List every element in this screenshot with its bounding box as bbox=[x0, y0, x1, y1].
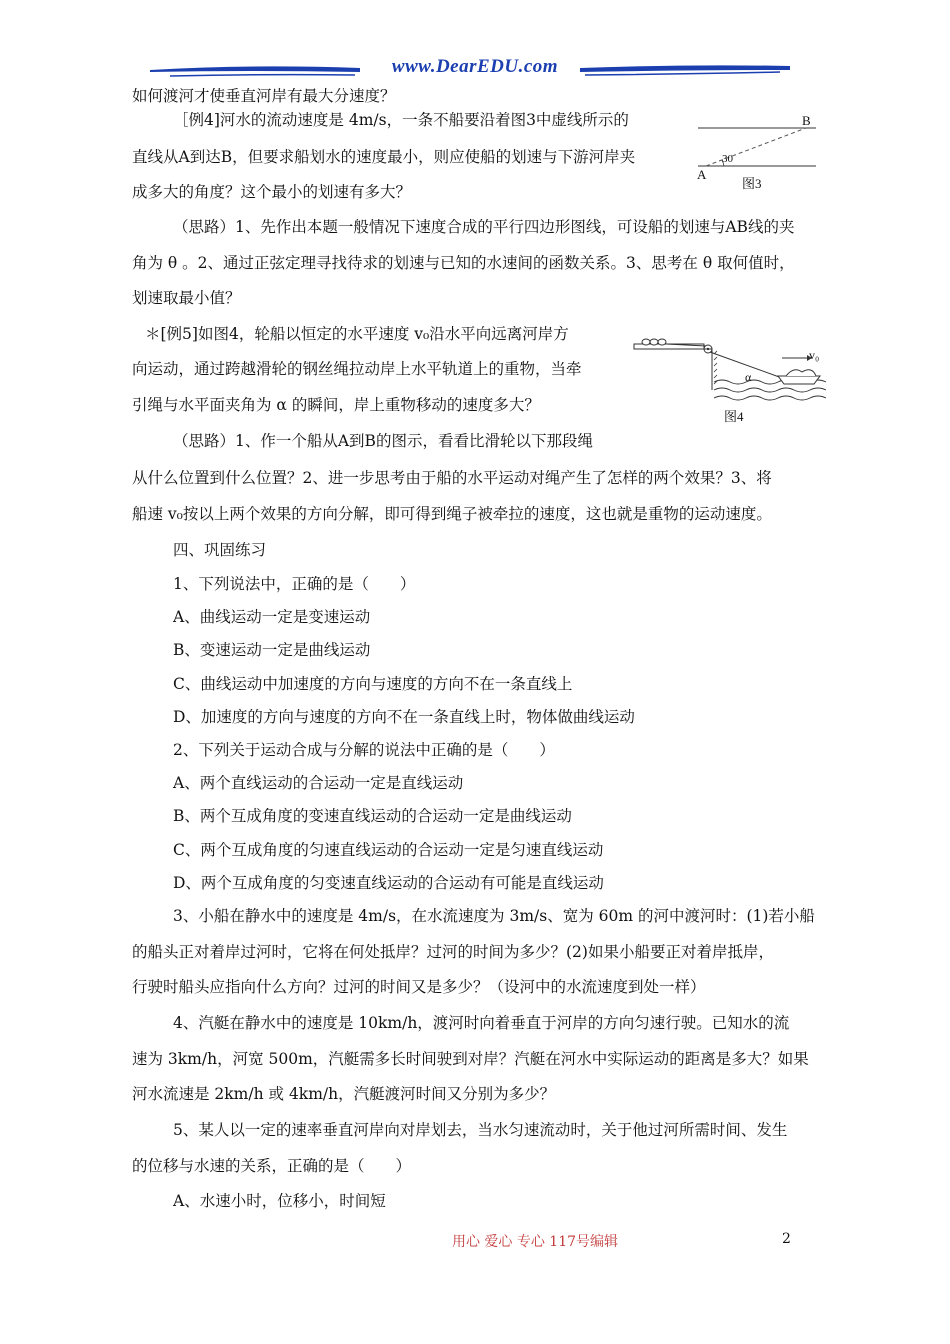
figure-3-angle: 30 bbox=[722, 153, 733, 165]
text-line: 直线从A到达B，但要求船划水的速度最小，则应使船的划速与下游河岸夹 bbox=[132, 148, 636, 166]
footer-note bbox=[0, 1231, 950, 1251]
text-line: C、两个互成角度的匀速直线运动的合运动一定是匀速直线运动 bbox=[173, 841, 604, 859]
text-line: 的船头正对着岸过河时，它将在何处抵岸？过河的时间为多少？(2)如果小船要正对着岸抵岸， bbox=[132, 943, 774, 961]
text-line: C、曲线运动中加速度的方向与速度的方向不在一条直线上 bbox=[173, 675, 573, 693]
text-line: 速为 3km/h，河宽 500m，汽艇需多长时间驶到对岸？汽艇在河水中实际运动的距离是多大？如果 bbox=[132, 1050, 809, 1068]
text-line: 行驶时船头应指向什么方向？过河的时间又是多少？（设河中的水流速度到处一样） bbox=[132, 978, 706, 996]
text-line: 5、某人以一定的速率垂直河岸向对岸划去，当水匀速流动时，关于他过河所需时间、发生 bbox=[173, 1121, 788, 1139]
text-line: A、曲线运动一定是变速运动 bbox=[173, 608, 371, 626]
text-line: 引绳与水平面夹角为 α 的瞬间，岸上重物移动的速度多大？ bbox=[132, 396, 540, 414]
site-logo: www.DearEDU.com bbox=[391, 56, 559, 77]
page-number: 2 bbox=[782, 1231, 791, 1247]
section-heading: 四、巩固练习 bbox=[173, 541, 267, 559]
text-line: 1、下列说法中，正确的是（ ） bbox=[173, 575, 416, 593]
text-line: 从什么位置到什么位置？2、进一步思考由于船的水平运动对绳产生了怎样的两个效果？3、将 bbox=[132, 469, 772, 487]
figure-4-diagram bbox=[632, 330, 827, 410]
text-line: 3、小船在静水中的速度是 4m/s，在水流速度为 3m/s、宽为 60m 的河中渡河时：(1)若小船 bbox=[173, 907, 815, 925]
figure-4-caption: 图4 bbox=[724, 409, 744, 424]
figure-4-angle-label: α bbox=[745, 370, 752, 384]
text-line: B、变速运动一定是曲线运动 bbox=[173, 641, 371, 659]
text-line: 河水流速是 2km/h 或 4km/h，汽艇渡河时间又分别为多少？ bbox=[132, 1085, 556, 1103]
text-line: 成多大的角度？这个最小的划速有多大？ bbox=[132, 183, 412, 201]
text-line: 划速取最小值？ bbox=[132, 289, 241, 307]
figure-3-label-b: B bbox=[802, 113, 811, 128]
text-line: 如何渡河才使垂直河岸有最大分速度？ bbox=[132, 87, 396, 105]
text-line: D、两个互成角度的匀变速直线运动的合运动有可能是直线运动 bbox=[173, 874, 604, 892]
text-line: A、水速小时，位移小，时间短 bbox=[173, 1192, 386, 1210]
text-line: D、加速度的方向与速度的方向不在一条直线上时，物体做曲线运动 bbox=[173, 708, 635, 726]
text-line: ＊[例5]如图4，轮船以恒定的水平速度 v₀沿水平向远离河岸方 bbox=[145, 325, 569, 343]
figure-4-velocity-label: v₀ bbox=[809, 348, 820, 362]
text-line: （思路）1、先作出本题一般情况下速度合成的平行四边形图线，可设船的划速与AB线的夹 bbox=[173, 218, 795, 236]
text-line: ［例4]河水的流动速度是 4m/s，一条不船要沿着图3中虚线所示的 bbox=[173, 111, 629, 129]
text-line: 的位移与水速的关系，正确的是（ ） bbox=[132, 1157, 412, 1175]
text-line: 船速 v₀按以上两个效果的方向分解，即可得到绳子被牵拉的速度，这也就是重物的运动速度。 bbox=[132, 505, 772, 523]
figure-3-caption: 图3 bbox=[742, 176, 762, 191]
footer-text: 用心 爱心 专心 117号编辑 bbox=[451, 1234, 619, 1250]
figure-3-label-a: A bbox=[697, 167, 707, 182]
text-line: A、两个直线运动的合运动一定是直线运动 bbox=[173, 774, 464, 792]
text-line: 向运动，通过跨越滑轮的钢丝绳拉动岸上水平轨道上的重物，当牵 bbox=[132, 360, 582, 378]
text-line: 4、汽艇在静水中的速度是 10km/h，渡河时向着垂直于河岸的方向匀速行驶。已知水的流 bbox=[173, 1014, 790, 1032]
text-line: （思路）1、作一个船从A到B的图示，看看比滑轮以下那段绳 bbox=[173, 432, 593, 450]
text-line: 2、下列关于运动合成与分解的说法中正确的是（ ） bbox=[173, 741, 555, 759]
text-line: 角为 θ 。2、通过正弦定理寻找待求的划速与已知的水速间的函数关系。3、思考在 θ 取何值时， bbox=[132, 254, 795, 272]
text-line: B、两个互成角度的变速直线运动的合运动一定是曲线运动 bbox=[173, 807, 572, 825]
